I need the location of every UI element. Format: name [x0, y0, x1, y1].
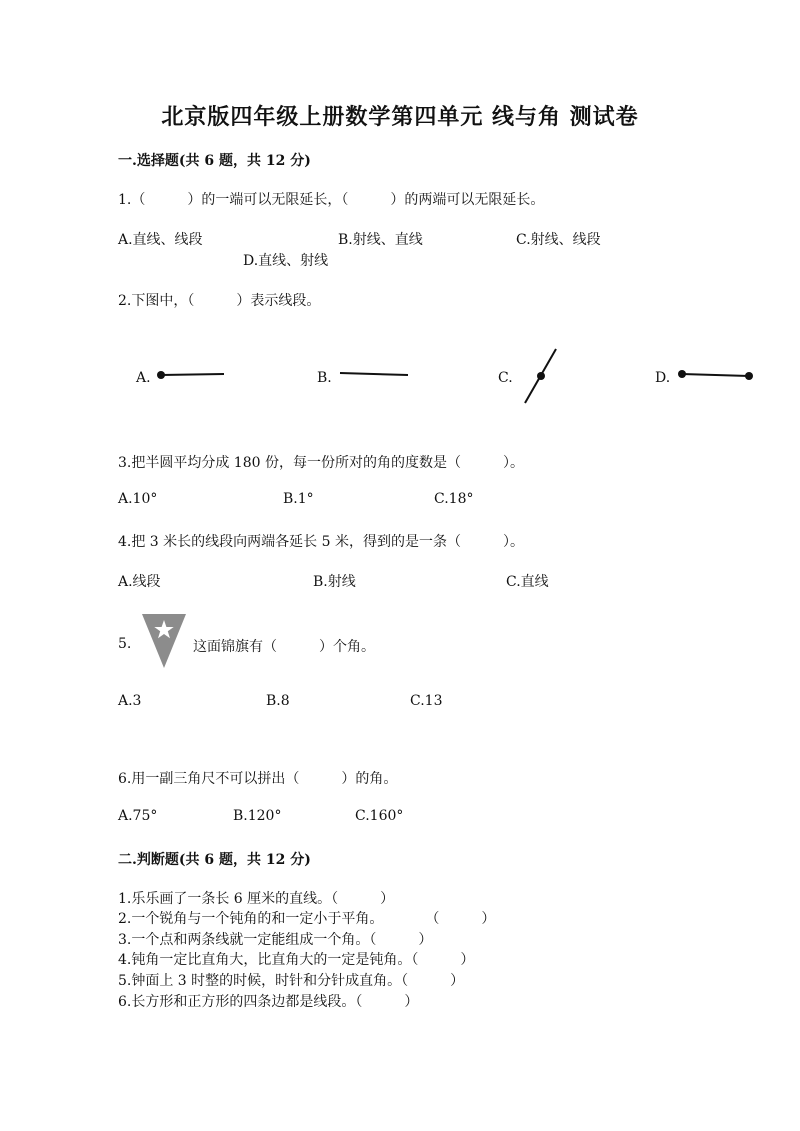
q4-option-c[interactable]: C.直线	[506, 574, 549, 590]
section-heading-judgment: 二.判断题(共 6 题，共 12 分)	[118, 852, 311, 868]
segment-line	[682, 374, 749, 376]
q5-option-c[interactable]: C.13	[410, 693, 443, 709]
q2-figure-label-d: D.	[655, 370, 671, 386]
q3-option-b[interactable]: B.1°	[283, 491, 314, 507]
q1-option-c[interactable]: C.射线、线段	[516, 232, 601, 248]
question-5-text: 这面锦旗有（ ）个角。	[193, 639, 375, 655]
judgment-item-5: 5.钟面上 3 时整的时候，时针和分针成直角。（ ）	[118, 973, 465, 989]
question-4-text: 4.把 3 米长的线段向两端各延长 5 米，得到的是一条（ ）。	[118, 534, 524, 550]
pennant-flag-figure	[140, 612, 188, 670]
q2-figure-b-line	[336, 365, 416, 385]
q2-figure-d-segment	[672, 365, 762, 385]
q3-option-a[interactable]: A.10°	[118, 491, 158, 507]
question-2-text: 2.下图中，（ ）表示线段。	[118, 293, 321, 309]
q4-option-a[interactable]: A.线段	[118, 574, 161, 590]
point-dot	[537, 372, 545, 380]
q6-option-c[interactable]: C.160°	[355, 808, 404, 824]
q6-option-b[interactable]: B.120°	[233, 808, 282, 824]
judgment-item-6: 6.长方形和正方形的四条边都是线段。（ ）	[118, 994, 419, 1010]
q2-figure-label-c: C.	[498, 370, 513, 386]
q2-figure-label-a: A.	[136, 370, 151, 386]
q5-option-b[interactable]: B.8	[266, 693, 290, 709]
endpoint-dot-right	[745, 372, 753, 380]
question-1-text: 1.（ ）的一端可以无限延长，（ ）的两端可以无限延长。	[118, 192, 545, 208]
q3-option-c[interactable]: C.18°	[434, 491, 474, 507]
question-6-text: 6.用一副三角尺不可以拼出（ ）的角。	[118, 771, 398, 787]
question-3-text: 3.把半圆平均分成 180 份，每一份所对的角的度数是（ ）。	[118, 455, 524, 471]
q6-option-a[interactable]: A.75°	[118, 808, 158, 824]
straight-line	[340, 373, 408, 375]
q1-option-a[interactable]: A.直线、线段	[118, 232, 203, 248]
ray-line	[161, 374, 224, 375]
question-5-number: 5.	[118, 636, 132, 652]
q5-option-a[interactable]: A.3	[118, 693, 142, 709]
judgment-item-4: 4.钝角一定比直角大，比直角大的一定是钝角。（ ）	[118, 952, 475, 968]
judgment-item-3: 3.一个点和两条线就一定能组成一个角。（ ）	[118, 932, 433, 948]
page-title: 北京版四年级上册数学第四单元 线与角 测试卷	[161, 104, 639, 130]
q2-figure-a-ray	[150, 365, 230, 385]
judgment-item-2: 2.一个锐角与一个钝角的和一定小于平角。 （ ）	[118, 911, 496, 927]
q1-option-d[interactable]: D.直线、射线	[243, 253, 329, 269]
q2-figure-c-line-through-point	[518, 345, 563, 407]
judgment-item-1: 1.乐乐画了一条长 6 厘米的直线。（ ）	[118, 891, 395, 907]
q2-figure-label-b: B.	[317, 370, 332, 386]
q1-option-b[interactable]: B.射线、直线	[338, 232, 423, 248]
q4-option-b[interactable]: B.射线	[313, 574, 356, 590]
section-heading-choice: 一.选择题(共 6 题，共 12 分)	[118, 153, 311, 169]
